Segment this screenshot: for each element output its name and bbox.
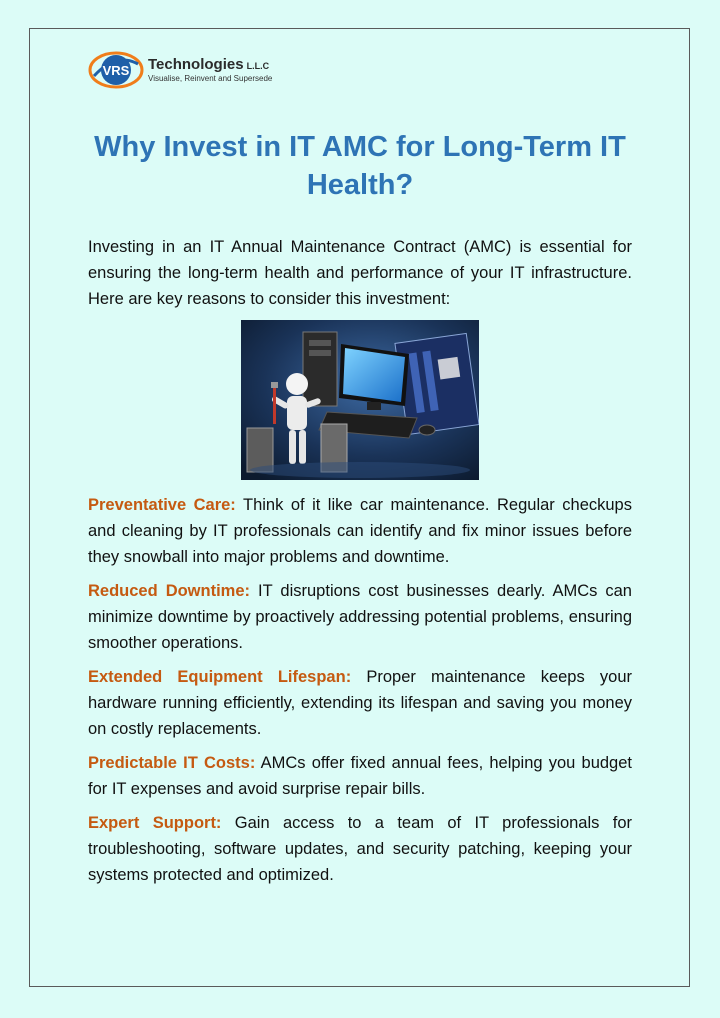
logo-initials: VRS — [102, 63, 130, 78]
section-heading: Predictable IT Costs: — [88, 754, 256, 772]
logo-company-suffix: L.L.C — [246, 61, 270, 71]
it-hardware-illustration — [241, 320, 479, 480]
section-heading: Preventative Care: — [88, 496, 236, 514]
section-body: Think of it like car maintenance. Regular checkups and cleaning by IT professionals can identify and fix minor issues before they snowball into major problems and downtime. — [88, 496, 632, 566]
computer-illustration-icon — [241, 320, 479, 480]
section-predictable-costs — [88, 750, 632, 802]
section-expert-support — [88, 810, 632, 888]
company-logo — [88, 50, 272, 90]
section-preventative-care — [88, 492, 632, 570]
page-title: Why Invest in IT AMC for Long-Term IT Health? — [94, 131, 626, 201]
logo-tagline: Visualise, Reinvent and Supersede — [148, 74, 273, 83]
vrs-logo-icon — [88, 50, 144, 90]
logo-company-line — [148, 57, 272, 72]
section-body: Proper maintenance keeps your hardware running efficiently, extending its lifespan and saving you money on costly replacements. — [88, 668, 632, 738]
section-extended-lifespan — [88, 664, 632, 742]
logo-company-name: Technologies — [148, 56, 244, 73]
section-body: IT disruptions cost businesses dearly. AMCs can minimize downtime by proactively addressing potential problems, ensuring smoother operations. — [88, 582, 632, 652]
section-body: AMCs offer fixed annual fees, helping you budget for IT expenses and avoid surprise repair bills. — [88, 754, 632, 798]
section-reduced-downtime — [88, 578, 632, 656]
section-heading: Reduced Downtime: — [88, 582, 251, 600]
section-body: Gain access to a team of IT professionals for troubleshooting, software updates, and security patching, keeping your systems protected and optimized. — [88, 814, 632, 884]
intro-paragraph: Investing in an IT Annual Maintenance Contract (AMC) is essential for ensuring the long-term health and performance of your IT infrastructure. Here are key reasons to consider this investment: — [88, 238, 632, 308]
section-heading: Expert Support: — [88, 814, 222, 832]
section-heading: Extended Equipment Lifespan: — [88, 668, 352, 686]
